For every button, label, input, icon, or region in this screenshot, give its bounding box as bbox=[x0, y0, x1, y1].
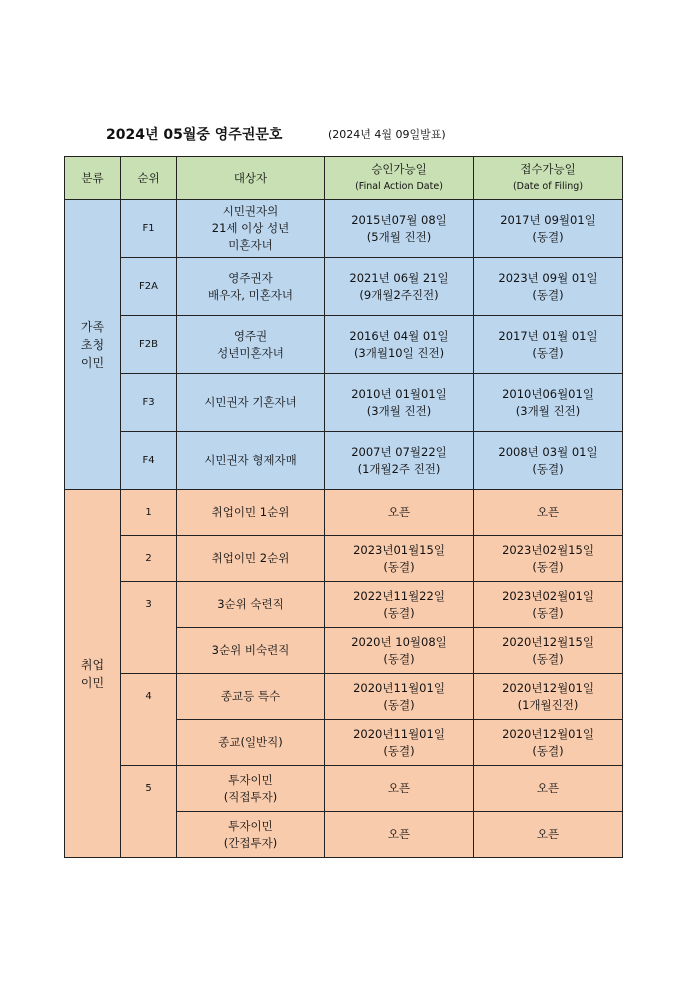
filing-date-cell-line: 오픈 bbox=[536, 827, 560, 841]
rank-cell: 1 bbox=[121, 490, 177, 536]
rank-cell: F4 bbox=[121, 432, 177, 490]
filing-date-cell bbox=[474, 316, 623, 374]
approval-date-cell bbox=[325, 432, 474, 490]
category-family-line: 가족 bbox=[80, 319, 105, 334]
table-row bbox=[65, 582, 623, 628]
category-family bbox=[65, 200, 121, 490]
approval-date-cell-line: 2010년 01월01일 bbox=[351, 386, 447, 401]
filing-date-cell bbox=[474, 432, 623, 490]
filing-date-cell-line: 2010년06월01일 bbox=[502, 386, 594, 401]
approval-date-cell bbox=[325, 812, 474, 858]
filing-date-cell-line: 2017년 01월 01일 bbox=[498, 328, 598, 343]
approval-date-cell-line: (5개월 진전) bbox=[366, 229, 432, 244]
approval-date-cell-line: (동결) bbox=[383, 743, 415, 758]
table-row bbox=[65, 536, 623, 582]
target-cell bbox=[177, 200, 325, 258]
filing-date-cell-line: 2023년02월15일 bbox=[502, 542, 594, 557]
filing-date-cell-line: (동결) bbox=[532, 229, 564, 244]
rank-cell: 3 bbox=[121, 582, 177, 674]
rank-cell: F2A bbox=[121, 258, 177, 316]
filing-date-cell-line: 2023년02월01일 bbox=[502, 588, 594, 603]
filing-date-cell-line: (동결) bbox=[532, 651, 564, 666]
table-row bbox=[65, 490, 623, 536]
target-cell-line: 시민권자 형제자매 bbox=[204, 453, 297, 467]
approval-date-cell-line: 오픈 bbox=[387, 781, 411, 795]
header-target: 대상자 bbox=[177, 157, 325, 200]
header-category: 분류 bbox=[65, 157, 121, 200]
target-cell-line: 시민권자의 bbox=[222, 204, 279, 218]
approval-date-cell bbox=[325, 582, 474, 628]
target-cell-line: 취업이민 1순위 bbox=[211, 505, 290, 519]
filing-date-cell bbox=[474, 674, 623, 720]
filing-date-cell bbox=[474, 200, 623, 258]
approval-date-cell bbox=[325, 258, 474, 316]
filing-date-cell bbox=[474, 812, 623, 858]
target-cell-line: 종교등 특수 bbox=[220, 689, 281, 703]
approval-date-cell-line: 오픈 bbox=[387, 827, 411, 841]
filing-date-cell-line: 오픈 bbox=[536, 781, 560, 795]
target-cell-line: 3순위 숙련직 bbox=[217, 597, 284, 611]
target-cell bbox=[177, 316, 325, 374]
target-cell-line: (직접투자) bbox=[223, 789, 278, 804]
table-row bbox=[65, 432, 623, 490]
target-cell-line: 종교(일반직) bbox=[218, 735, 283, 749]
visa-bulletin-table bbox=[64, 156, 623, 858]
filing-date-cell-line: (동결) bbox=[532, 743, 564, 758]
filing-date-cell-line: 2020년12월01일 bbox=[502, 680, 594, 695]
header-approval-en: (Final Action Date) bbox=[355, 181, 443, 192]
header-filing-en: (Date of Filing) bbox=[512, 181, 584, 192]
approval-date-cell bbox=[325, 674, 474, 720]
table-row bbox=[65, 200, 623, 258]
target-cell-line: 영주권자 bbox=[228, 270, 273, 285]
category-family-line: 초청 bbox=[80, 337, 105, 352]
header-approval-label: 승인가능일 bbox=[371, 162, 427, 176]
approval-date-cell-line: (동결) bbox=[383, 697, 415, 712]
table-row bbox=[65, 316, 623, 374]
category-employment-line: 이민 bbox=[80, 675, 105, 690]
page-title: 2024년 05월중 영주권문호 bbox=[106, 127, 283, 143]
approval-date-cell-line: 2020년 10월08일 bbox=[351, 634, 447, 649]
approval-date-cell bbox=[325, 536, 474, 582]
filing-date-cell-line: 2023년 09월 01일 bbox=[498, 270, 598, 285]
target-cell-line: 투자이민 bbox=[228, 818, 273, 833]
target-cell-line: 3순위 비숙련직 bbox=[211, 643, 290, 657]
rank-cell: 4 bbox=[121, 674, 177, 766]
filing-date-cell bbox=[474, 258, 623, 316]
rank-cell: 5 bbox=[121, 766, 177, 858]
approval-date-cell-line: 2020년11월01일 bbox=[353, 726, 445, 741]
filing-date-cell-line: 2008년 03월 01일 bbox=[498, 444, 598, 459]
target-cell-line: 미혼자녀 bbox=[228, 238, 273, 252]
approval-date-cell-line: (1개월2주 진전) bbox=[357, 461, 441, 476]
rank-cell: 2 bbox=[121, 536, 177, 582]
header-approval bbox=[325, 157, 474, 200]
approval-date-cell-line: (동결) bbox=[383, 605, 415, 620]
table-row bbox=[65, 674, 623, 720]
filing-date-cell bbox=[474, 628, 623, 674]
approval-date-cell bbox=[325, 720, 474, 766]
rank-cell: F3 bbox=[121, 374, 177, 432]
target-cell bbox=[177, 812, 325, 858]
target-cell bbox=[177, 490, 325, 536]
target-cell-line: (간접투자) bbox=[223, 835, 278, 850]
approval-date-cell-line: (동결) bbox=[383, 651, 415, 666]
approval-date-cell bbox=[325, 490, 474, 536]
approval-date-cell bbox=[325, 766, 474, 812]
target-cell bbox=[177, 258, 325, 316]
filing-date-cell-line: (1개월진전) bbox=[517, 697, 579, 712]
target-cell bbox=[177, 720, 325, 766]
target-cell bbox=[177, 628, 325, 674]
filing-date-cell-line: 오픈 bbox=[536, 505, 560, 519]
approval-date-cell-line: (3개월 진전) bbox=[366, 403, 432, 418]
filing-date-cell-line: (동결) bbox=[532, 605, 564, 620]
approval-date-cell-line: 오픈 bbox=[387, 505, 411, 519]
approval-date-cell-line: 2016년 04월 01일 bbox=[349, 328, 449, 343]
filing-date-cell-line: (동결) bbox=[532, 287, 564, 302]
approval-date-cell-line: 2021년 06월 21일 bbox=[349, 270, 449, 285]
target-cell bbox=[177, 374, 325, 432]
target-cell-line: 성년미혼자녀 bbox=[217, 345, 284, 360]
target-cell-line: 배우자, 미혼자녀 bbox=[207, 287, 294, 302]
table-row bbox=[65, 374, 623, 432]
approval-date-cell-line: (3개월10일 진전) bbox=[353, 345, 445, 360]
filing-date-cell-line: 2020년12월01일 bbox=[502, 726, 594, 741]
target-cell-line: 취업이민 2순위 bbox=[211, 551, 290, 565]
filing-date-cell-line: (동결) bbox=[532, 559, 564, 574]
category-family-line: 이민 bbox=[80, 355, 105, 370]
header-filing-label: 접수가능일 bbox=[520, 162, 576, 176]
target-cell-line: 투자이민 bbox=[228, 772, 273, 787]
category-employment-line: 취업 bbox=[80, 657, 105, 672]
approval-date-cell-line: 2022년11월22일 bbox=[353, 588, 445, 603]
target-cell bbox=[177, 536, 325, 582]
filing-date-cell bbox=[474, 490, 623, 536]
approval-date-cell bbox=[325, 200, 474, 258]
approval-date-cell bbox=[325, 316, 474, 374]
rank-cell: F1 bbox=[121, 200, 177, 258]
approval-date-cell-line: (동결) bbox=[383, 559, 415, 574]
category-employment bbox=[65, 490, 121, 858]
header-rank: 순위 bbox=[121, 157, 177, 200]
filing-date-cell bbox=[474, 582, 623, 628]
rank-cell: F2B bbox=[121, 316, 177, 374]
filing-date-cell-line: 2017년 09월01일 bbox=[500, 212, 596, 227]
approval-date-cell-line: 2007년 07월22일 bbox=[351, 444, 447, 459]
approval-date-cell-line: 2015년07월 08일 bbox=[351, 212, 447, 227]
approval-date-cell-line: 2020년11월01일 bbox=[353, 680, 445, 695]
target-cell bbox=[177, 766, 325, 812]
table-row bbox=[65, 766, 623, 812]
header-filing bbox=[474, 157, 623, 200]
target-cell-line: 21세 이상 성년 bbox=[211, 221, 290, 235]
approval-date-cell-line: (9개월2주진전) bbox=[359, 287, 439, 302]
filing-date-cell-line: (3개월 진전) bbox=[515, 403, 581, 418]
header-row bbox=[65, 157, 623, 200]
filing-date-cell bbox=[474, 374, 623, 432]
filing-date-cell bbox=[474, 766, 623, 812]
filing-date-cell bbox=[474, 720, 623, 766]
filing-date-cell-line: (동결) bbox=[532, 345, 564, 360]
target-cell bbox=[177, 674, 325, 720]
approval-date-cell bbox=[325, 374, 474, 432]
table-row bbox=[65, 258, 623, 316]
filing-date-cell-line: 2020년12월15일 bbox=[502, 634, 594, 649]
filing-date-cell-line: (동결) bbox=[532, 461, 564, 476]
target-cell-line: 영주권 bbox=[233, 328, 268, 343]
target-cell bbox=[177, 432, 325, 490]
filing-date-cell bbox=[474, 536, 623, 582]
approval-date-cell bbox=[325, 628, 474, 674]
target-cell bbox=[177, 582, 325, 628]
target-cell-line: 시민권자 기혼자녀 bbox=[204, 395, 297, 409]
approval-date-cell-line: 2023년01월15일 bbox=[353, 542, 445, 557]
announcement-date: (2024년 4월 09일발표) bbox=[328, 128, 446, 141]
